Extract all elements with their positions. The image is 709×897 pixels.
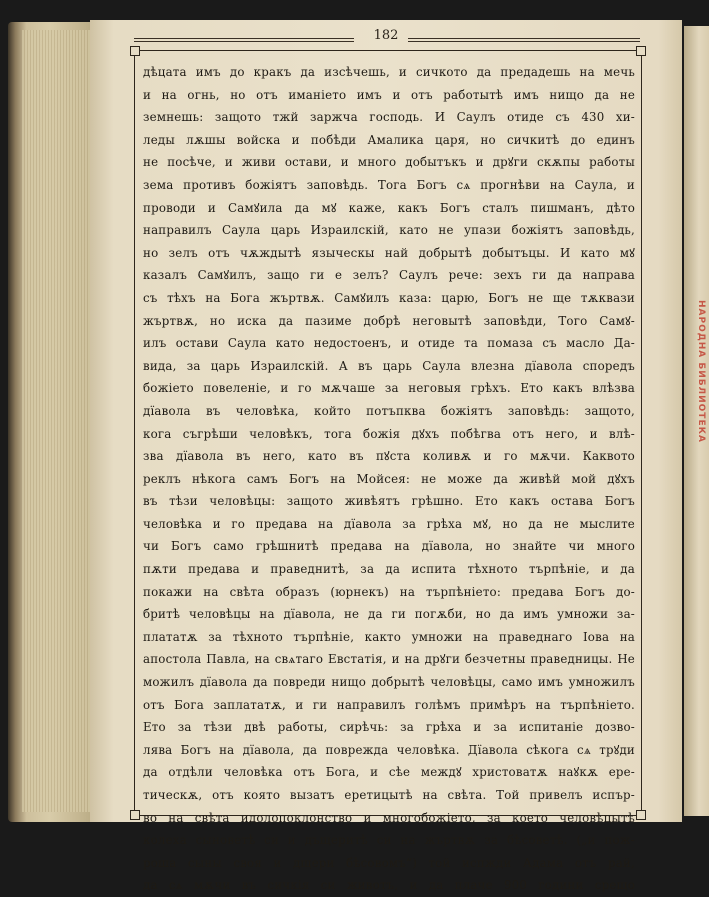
text-line: и на огнь, но отъ иманіето имъ и отъ работытѣ имъ нищо да не — [143, 87, 635, 102]
text-line: илъ остави Саула като недостоенъ, и отиде та помаза съ масло Да- — [143, 336, 635, 351]
text-line: бритѣ человѣцы на дїавола, не да ги погѫби, но да имъ умножи за- — [143, 607, 635, 622]
text-line: отъ Бога заплататѫ, и ги направилъ голѣмъ примѣръ на търпѣніето. — [143, 697, 635, 712]
text-line: не посѣче, и живи остави, и много добытъкъ и дрꙋги скѫпы работы — [143, 155, 635, 170]
page-number: 182 — [373, 28, 399, 43]
text-line: въ тѣзи человѣцы: защото живѣятъ грѣшно. Ето какъ остава Богъ — [143, 494, 635, 509]
text-line: съ тѣхъ на Бога жъртвѫ. Самꙋилъ каза: царю, Богъ не ще тѫквази — [143, 290, 635, 305]
text-line: земнешь: защото тжй заржча господь. И Саулъ отиде съ 430 хи- — [143, 110, 635, 125]
text-line: человѣка и го предава на дїавола за грѣха мꙋ, но да не мыслите — [143, 516, 635, 531]
text-line: во на свѣта идолопоклонство и многобожіето, за което человѣцытѣ — [143, 810, 635, 825]
text-line: пѫти предава и праведнитѣ, за да испита тѣхното търпѣніе, и да — [143, 562, 635, 577]
text-line: зва дїавола въ него, като въ пꙋста коливѫ и го мѫчи. Каквото — [143, 449, 635, 464]
text-line: направилъ Саула царь Израилскій, като не упази божіятъ заповѣдь, — [143, 223, 635, 238]
text-line: роша сыны своя и дщери бѣсовомъ“) той испжди Адама отъ рай, — [143, 855, 635, 870]
text-line: божіето повеленіе, и го мѫчаше за неговыя грѣхъ. Ето какъ влѣзва — [143, 381, 635, 396]
text-line: дїавола въ человѣка, който потъпква божіятъ заповѣдь: защото, — [143, 403, 635, 418]
book-page — [90, 20, 682, 893]
body-text — [143, 61, 635, 897]
library-stamp: НАРОДНА БИБЛИОТЕКА — [696, 300, 706, 443]
text-line: Ето за тѣзи двѣ работы, сирѣчь: за грѣха и за испитаніе дозво- — [143, 720, 635, 735]
text-line: вида, за царь Израилскій. А въ царь Саула влезна дїавола споредъ — [143, 358, 635, 373]
text-line: леды лѫшы войска и побѣди Амалика царя, но сичкитѣ до единъ — [143, 132, 635, 147]
frame-corner — [130, 46, 140, 56]
text-line: чи Богъ само грѣшнитѣ предава на дїавола, но знайте чи много — [143, 539, 635, 554]
text-line: да отдѣли человѣка отъ Бога, и сѣе междꙋ христоватѫ наꙋкѫ ере- — [143, 765, 635, 780]
text-line: плататѫ за тѣхното търпѣніе, както умножи на праведнаго Іова на — [143, 629, 635, 644]
text-line: реклъ нѣкога самъ Богъ на Мойсея: не може да живѣй мой дꙋхъ — [143, 471, 635, 486]
text-line: казалъ Самꙋилъ, защо ги е зелъ? Саулъ рече: зехъ ги да направа — [143, 268, 635, 283]
text-line: апостола Павла, на свѧтаго Евстатія, и на дрꙋги безчетны праведницы. Не — [143, 652, 635, 667]
frame-corner — [130, 810, 140, 820]
text-line: лява Богъ на дїавола, да повреждa человѣка. Дїавола сѣкога сѧ трꙋди — [143, 742, 635, 757]
text-line: проводи и Самꙋила да мꙋ каже, какъ Богъ сталъ пишманъ, дѣто — [143, 200, 635, 215]
page-stack — [22, 30, 100, 812]
text-line: дѣцата имъ до кракъ да изсѣчешь, и сичкото да предадешь на мечь — [143, 65, 635, 79]
text-line: да сѧ мѫчи въ сичкія си животъ, и да плаче 900 години срещo — [143, 878, 635, 893]
frame-corner — [636, 46, 646, 56]
text-line: но зелъ отъ чѫждытѣ языческы най добрытѣ добытъцы. И като мꙋ — [143, 245, 635, 260]
text-line: тическѫ, отъ която вызатъ еретицытѣ на свѣта. Той привелъ испър- — [143, 788, 635, 802]
text-line: жъртвѫ, но иска да пазиме добрѣ неговытѣ заповѣди, Тогo Самꙋ- — [143, 313, 635, 328]
text-line: зема противъ божіятъ заповѣдь. Тога Богъ сѧ прогнѣви на Саула, и — [143, 177, 635, 192]
frame-corner — [636, 810, 646, 820]
text-frame — [134, 50, 642, 893]
text-line: можилъ дїавола да повреди нищо добрытѣ человѣцы, само имъ умножилъ — [143, 675, 635, 690]
header-rule-right — [408, 38, 640, 42]
text-line: колеха сыноветѣ си и дъщеритѣ си на жъртвѫ за бѣсоветѣ. („и пож- — [143, 833, 635, 848]
text-line: покажи на свѣта образъ (юрнекъ) на търпѣніето: предава Богъ до- — [143, 584, 635, 599]
text-line: кога съгрѣши человѣкъ, тога божія дꙋхъ побѣгва отъ него, и влѣ- — [143, 426, 635, 441]
